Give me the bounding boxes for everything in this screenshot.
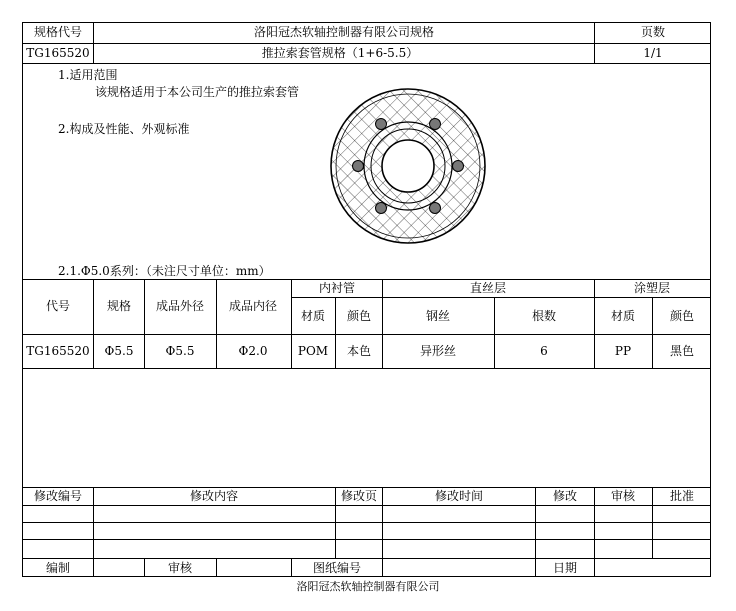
header-col-line: [594, 22, 595, 63]
spec-table-bottom: [22, 368, 711, 369]
pages-label: 页数: [640, 25, 666, 39]
footer-col-line: [216, 558, 217, 577]
revision-header-no: 修改编号: [33, 489, 83, 503]
header-wire-layer: 直丝层: [469, 281, 507, 295]
row-inner-dia: Φ2.0: [238, 344, 268, 358]
header-bottom: [22, 63, 711, 64]
spec-subheader-line: [291, 297, 711, 298]
revision-header-approve: 批准: [669, 489, 695, 503]
revision-table-top: [22, 487, 711, 488]
spec-col-line: [93, 279, 94, 368]
spec-col-line: [291, 279, 292, 368]
spec-title: 推拉索套管规格（1+6-5.5）: [261, 46, 419, 60]
revision-row-line: [22, 505, 711, 506]
revision-header-modify: 修改: [552, 489, 578, 503]
footer-edit-label: 编制: [45, 561, 71, 575]
spec-col-line: [335, 297, 336, 368]
row-liner-material: POM: [297, 344, 329, 358]
header-spec: 规格: [106, 299, 132, 313]
section2-title: 2.构成及性能、外观标准: [58, 122, 190, 136]
header-col-line: [93, 22, 94, 63]
company-spec-title: 洛阳冠杰软轴控制器有限公司规格: [253, 25, 435, 39]
spec-table-top: [22, 279, 711, 280]
spec-col-line: [652, 297, 653, 368]
header-liner: 内衬管: [318, 281, 356, 295]
code-value: TG165520: [26, 46, 90, 60]
header-steel-wire: 钢丝: [425, 309, 451, 323]
revision-col-line: [335, 487, 336, 558]
spec-col-line: [594, 279, 595, 368]
footer-top: [22, 558, 711, 559]
header-outer-dia: 成品外径: [155, 299, 205, 313]
row-liner-color: 本色: [346, 344, 372, 358]
header-coating-material: 材质: [610, 309, 636, 323]
revision-header-time: 修改时间: [434, 489, 484, 503]
pages-value: 1/1: [643, 46, 663, 60]
spec-col-line: [144, 279, 145, 368]
section1-text: 该规格适用于本公司生产的推拉索套管: [95, 85, 300, 99]
header-liner-color: 颜色: [346, 309, 372, 323]
header-coating: 涂塑层: [633, 281, 671, 295]
footer-date-label: 日期: [552, 561, 578, 575]
spec-col-line: [494, 297, 495, 368]
revision-col-line: [93, 487, 94, 558]
row-coating-material: PP: [614, 344, 632, 358]
footer-col-line: [594, 558, 595, 577]
spec-col-line: [382, 279, 383, 368]
header-divider: [22, 43, 711, 44]
header-code: 代号: [45, 299, 71, 313]
revision-header-content: 修改内容: [189, 489, 239, 503]
revision-row-line: [22, 539, 711, 540]
revision-col-line: [594, 487, 595, 558]
revision-col-line: [382, 487, 383, 558]
footer-drawing-no-label: 图纸编号: [312, 561, 362, 575]
spec-header-bottom: [22, 334, 711, 335]
revision-header-review: 审核: [610, 489, 636, 503]
footer-col-line: [144, 558, 145, 577]
footer-col-line: [291, 558, 292, 577]
header-coating-color: 颜色: [669, 309, 695, 323]
code-label: 规格代号: [33, 25, 83, 39]
row-spec: Φ5.5: [104, 344, 134, 358]
spec-col-line: [216, 279, 217, 368]
row-code: TG165520: [26, 344, 90, 358]
cable-cross-section-diagram: [326, 84, 490, 248]
row-outer-dia: Φ5.5: [165, 344, 195, 358]
header-liner-material: 材质: [300, 309, 326, 323]
row-steel-wire: 异形丝: [419, 344, 457, 358]
footer-col-line: [382, 558, 383, 577]
footer-company: 洛阳冠杰软轴控制器有限公司: [296, 580, 440, 593]
revision-col-line: [535, 487, 536, 558]
header-inner-dia: 成品内径: [228, 299, 278, 313]
footer-col-line: [535, 558, 536, 577]
footer-col-line: [93, 558, 94, 577]
revision-col-line: [652, 487, 653, 558]
revision-row-line: [22, 522, 711, 523]
footer-review-label: 审核: [167, 561, 193, 575]
row-count: 6: [540, 344, 548, 358]
section1-title: 1.适用范围: [58, 68, 118, 82]
section21-title: 2.1.Φ5.0系列：（未注尺寸单位：mm）: [58, 264, 271, 278]
row-coating-color: 黑色: [669, 344, 695, 358]
revision-header-page: 修改页: [340, 489, 378, 503]
bore-circle: [382, 140, 434, 192]
header-count: 根数: [531, 309, 557, 323]
